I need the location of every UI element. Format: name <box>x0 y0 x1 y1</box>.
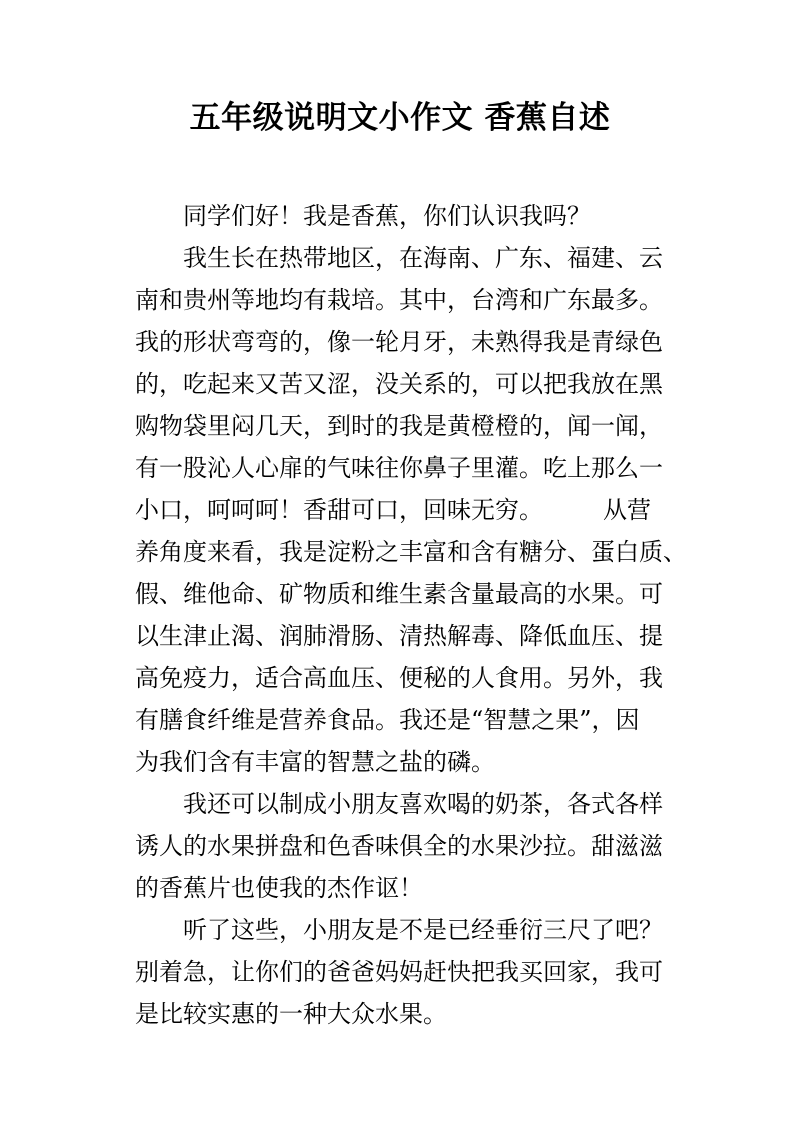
text-line: 我还可以制成小朋友喜欢喝的奶茶，各式各样 <box>183 790 663 818</box>
text-line: 是比较实惠的一种大众水果。 <box>135 1000 447 1028</box>
text-line: 听了这些，小朋友是不是已经垂衍三尺了吧？ <box>183 916 663 944</box>
text-line: 的，吃起来又苦又涩，没关系的，可以把我放在黑 <box>135 370 663 398</box>
text-line: 诱人的水果拼盘和色香味俱全的水果沙拉。甜滋滋 <box>135 832 663 860</box>
text-line: 别着急，让你们的爸爸妈妈赶快把我买回家，我可 <box>135 958 663 986</box>
text-line: 有膳食纤维是营养食品。我还是“智慧之果”，因 <box>135 706 640 734</box>
text-line: 的香蕉片也使我的杰作讴！ <box>135 874 423 902</box>
text-line: 我生长在热带地区，在海南、广东、福建、云 <box>183 244 663 272</box>
text-line: 小口，呵呵呵！香甜可口，回味无穷。 从营 <box>135 496 651 524</box>
document-title: 五年级说明文小作文 香蕉自述 <box>189 100 611 136</box>
text-line: 购物袋里闷几天，到时的我是黄橙橙的，闻一闻， <box>135 412 663 440</box>
text-line: 假、维他命、矿物质和维生素含量最高的水果。可 <box>135 580 663 608</box>
text-line: 我的形状弯弯的，像一轮月牙，未熟得我是青绿色 <box>135 328 663 356</box>
text-line: 有一股沁人心扉的气味往你鼻子里灌。吃上那么一 <box>135 454 663 482</box>
text-line: 以生津止渴、润肺滑肠、清热解毒、降低血压、提 <box>135 622 663 650</box>
text-line: 养角度来看，我是淀粉之丰富和含有糖分、蛋白质、 <box>135 538 687 566</box>
text-line: 南和贵州等地均有栽培。其中，台湾和广东最多。 <box>135 286 663 314</box>
text-line: 高免疫力，适合高血压、便秘的人食用。另外，我 <box>135 664 663 692</box>
text-line: 为我们含有丰富的智慧之盐的磷。 <box>135 748 495 776</box>
text-line: 同学们好！我是香蕉，你们认识我吗？ <box>183 202 591 230</box>
